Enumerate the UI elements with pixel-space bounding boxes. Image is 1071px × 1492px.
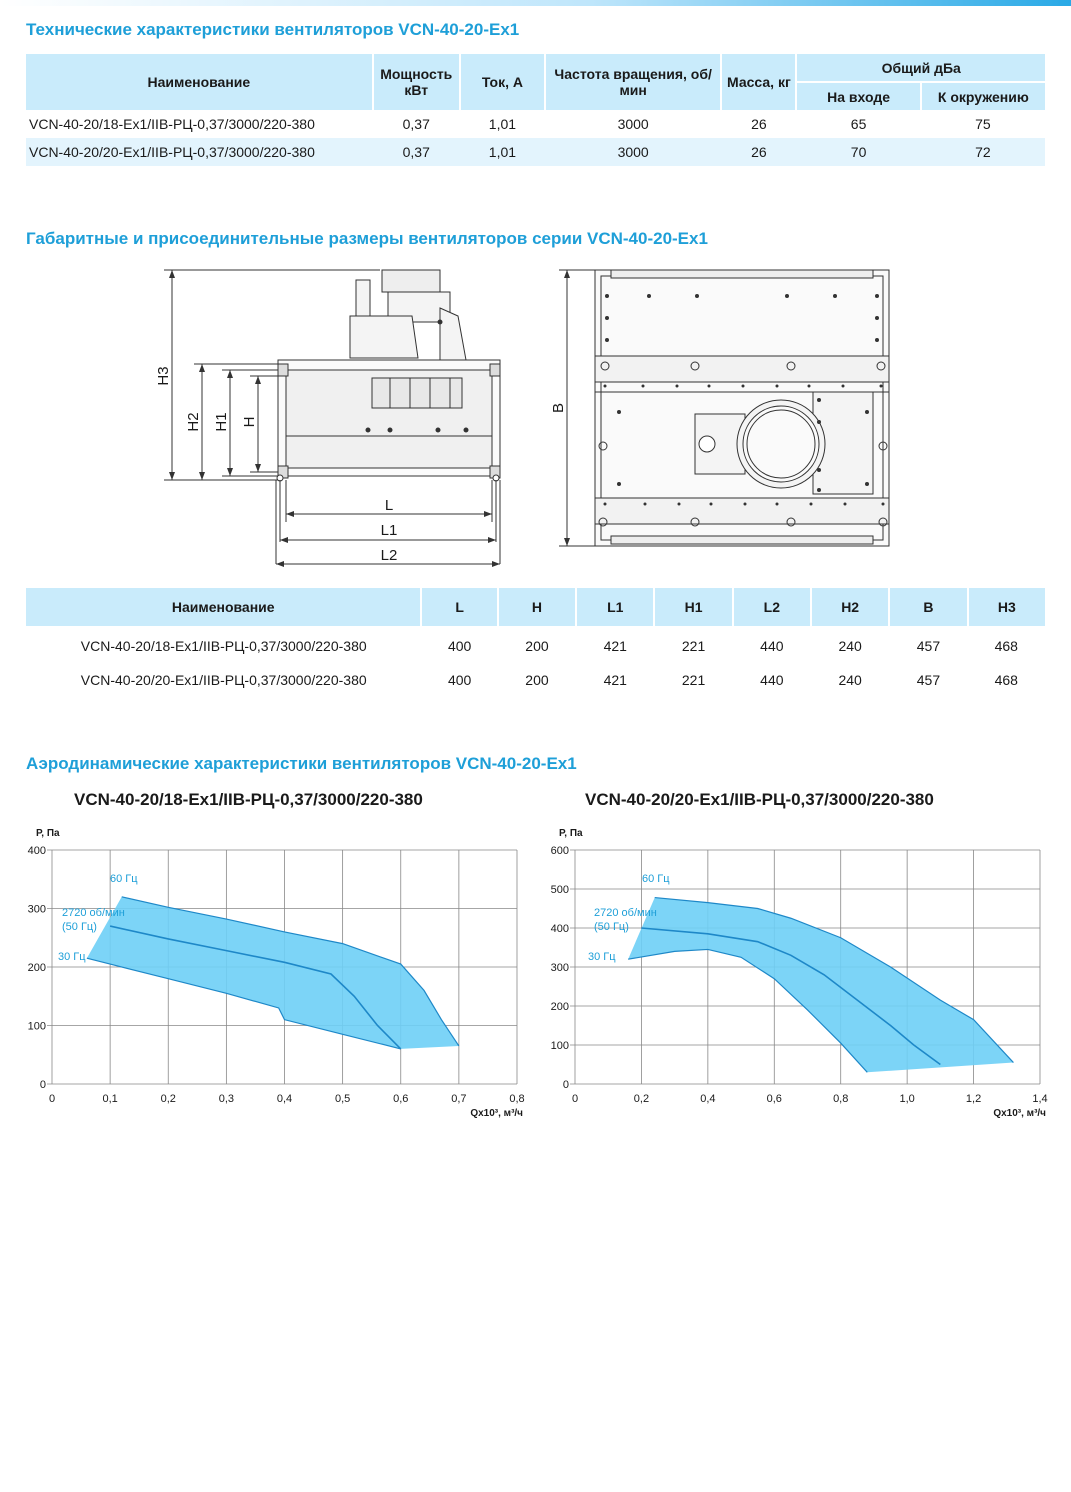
y-tick-label: 300	[550, 962, 569, 974]
cell-mass: 26	[751, 116, 767, 132]
frequency-annotation: 60 Гц	[642, 873, 670, 885]
x-tick-label: 0,8	[509, 1093, 525, 1105]
y-tick-label: 500	[550, 884, 569, 896]
y-axis-label: Р, Па	[36, 828, 60, 839]
y-tick-label: 400	[27, 845, 46, 857]
cell-h2: 240	[838, 638, 862, 654]
dims-header-h1: H1	[654, 588, 732, 626]
frequency-annotation: 30 Гц	[58, 951, 86, 963]
cell-h1: 221	[681, 672, 706, 688]
x-tick-label: 0	[48, 1093, 56, 1105]
chart-2	[540, 822, 1060, 1132]
dims-header-name: Наименование	[26, 588, 421, 626]
dims-section-title: Габаритные и присоединительные размеры вентиляторов серии VCN-40-20-Ex1	[26, 229, 708, 248]
y-tick-label: 600	[550, 845, 569, 857]
cell-h3: 468	[994, 638, 1018, 654]
label-l: L	[384, 497, 394, 514]
cell-power: 0,37	[373, 138, 460, 166]
label-h2: H2	[185, 412, 202, 432]
label-l2: L2	[380, 547, 398, 564]
cell-speed: 3000	[545, 138, 721, 166]
table-row	[26, 626, 1045, 666]
x-tick-label: 0,4	[700, 1093, 716, 1105]
frequency-annotation: 2720 об/мин	[594, 907, 657, 919]
label-h1: H1	[213, 412, 230, 432]
x-tick-label: 0,4	[276, 1093, 293, 1105]
specs-header-current: Ток, А	[460, 54, 545, 110]
label-b: B	[550, 402, 567, 414]
cell-name: VCN-40-20/20-Ex1/IIB-РЦ-0,37/3000/220-380	[80, 672, 367, 688]
cell-b: 457	[916, 672, 941, 688]
frequency-annotation: 2720 об/мин	[62, 907, 125, 919]
cell-current: 1,01	[488, 116, 517, 132]
terminal-box	[356, 280, 370, 316]
table-row	[26, 110, 1045, 138]
x-tick-label: 0,2	[633, 1093, 650, 1105]
x-tick-label: 0,3	[218, 1093, 235, 1105]
frequency-annotation: 60 Гц	[110, 873, 138, 885]
specs-header-noise-in: На входе	[796, 82, 920, 110]
chart-2-title: VCN-40-20/20-Ex1/IIB-РЦ-0,37/3000/220-380	[585, 790, 934, 809]
x-tick-label: 0,2	[160, 1093, 176, 1105]
dims-header-h: H	[498, 588, 576, 626]
specs-section-title: Технические характеристики вентиляторов VCN-40-20-Ex1	[26, 20, 520, 39]
x-tick-label: 1,2	[965, 1093, 982, 1105]
cell-l1: 421	[603, 638, 627, 654]
dims-header-b: B	[889, 588, 967, 626]
y-tick-label: 0	[39, 1079, 46, 1091]
specs-header-mass: Масса, кг	[721, 54, 796, 110]
cell-noise-in: 70	[796, 138, 920, 166]
y-tick-label: 300	[27, 903, 46, 916]
specs-table	[26, 54, 1045, 166]
x-tick-label: 1,0	[899, 1093, 915, 1105]
side-view-drawing	[150, 258, 520, 578]
x-tick-label: 0,6	[393, 1093, 409, 1105]
dims-table	[26, 588, 1045, 694]
cell-l2: 440	[760, 672, 784, 688]
cell-noise-env: 75	[975, 116, 991, 132]
dims-header-h3: H3	[968, 588, 1045, 626]
cell-noise-env: 72	[921, 138, 1045, 166]
impeller	[372, 378, 462, 408]
motor-mount	[350, 316, 418, 358]
label-l1: L1	[380, 522, 398, 539]
aero-section-title: Аэродинамические характеристики вентиляторов VCN-40-20-Ex1	[26, 754, 577, 773]
y-tick-label: 0	[562, 1079, 569, 1091]
x-tick-label: 0	[571, 1093, 579, 1105]
cell-l2: 440	[760, 638, 784, 654]
y-tick-label: 400	[550, 923, 569, 935]
motor-cap	[382, 270, 440, 292]
x-axis-label: Qx10³, м³/ч	[993, 1108, 1046, 1119]
dims-header-l: L	[421, 588, 497, 626]
cell-name: VCN-40-20/20-Ex1/IIB-РЦ-0,37/3000/220-380	[26, 138, 373, 166]
dims-header-l2: L2	[733, 588, 811, 626]
cell-h2: 240	[838, 672, 862, 688]
cell-h: 200	[525, 638, 549, 654]
x-tick-label: 0,1	[102, 1093, 118, 1105]
specs-header-noise: Общий дБа	[796, 54, 1045, 82]
dims-header-l1: L1	[576, 588, 654, 626]
cell-h: 200	[525, 672, 549, 688]
y-tick-label: 200	[27, 962, 46, 974]
y-tick-label: 100	[550, 1040, 569, 1052]
specs-header-name: Наименование	[26, 54, 373, 110]
specs-header-speed: Частота вращения, об/мин	[545, 54, 721, 110]
x-tick-label: 0,8	[833, 1093, 849, 1105]
cell-l: 400	[447, 672, 472, 688]
top-gradient-bar	[0, 0, 1071, 6]
frequency-annotation: 30 Гц	[588, 951, 616, 963]
cell-current: 1,01	[460, 138, 545, 166]
specs-header-power: Мощность кВт	[373, 54, 460, 110]
cell-noise-in: 65	[850, 116, 867, 132]
frequency-annotation: (50 Гц)	[594, 921, 629, 933]
label-h: H	[241, 416, 258, 428]
y-axis-label: Р, Па	[559, 828, 583, 839]
x-tick-label: 0,6	[766, 1093, 782, 1105]
cell-power: 0,37	[402, 116, 430, 132]
chart-1	[10, 822, 540, 1132]
x-tick-label: 1,4	[1032, 1093, 1048, 1105]
x-axis-label: Qx10³, м³/ч	[470, 1108, 523, 1119]
front-view-drawing	[545, 258, 905, 558]
cell-h3: 468	[994, 672, 1018, 688]
cell-h1: 221	[681, 638, 706, 654]
cell-b: 457	[916, 638, 941, 654]
table-row	[26, 138, 1045, 166]
cell-l: 400	[447, 638, 472, 654]
cell-l1: 421	[603, 672, 627, 688]
cell-name: VCN-40-20/18-Ex1/IIB-РЦ-0,37/3000/220-380	[80, 638, 367, 654]
chart-1-title: VCN-40-20/18-Ex1/IIB-РЦ-0,37/3000/220-380	[74, 790, 423, 809]
specs-header-noise-env: К окружению	[921, 82, 1045, 110]
y-tick-label: 100	[27, 1020, 46, 1033]
table-row	[26, 666, 1045, 694]
cell-speed: 3000	[617, 116, 649, 132]
cell-mass: 26	[721, 138, 796, 166]
x-tick-label: 0,5	[334, 1093, 351, 1105]
dims-header-h2: H2	[811, 588, 889, 626]
y-tick-label: 200	[550, 1001, 569, 1013]
operating-range-area	[628, 898, 1013, 1073]
x-tick-label: 0,7	[451, 1093, 467, 1105]
frequency-annotation: (50 Гц)	[62, 921, 97, 933]
label-h3: H3	[155, 366, 172, 386]
cell-name: VCN-40-20/18-Ex1/IIB-РЦ-0,37/3000/220-380	[29, 116, 315, 132]
